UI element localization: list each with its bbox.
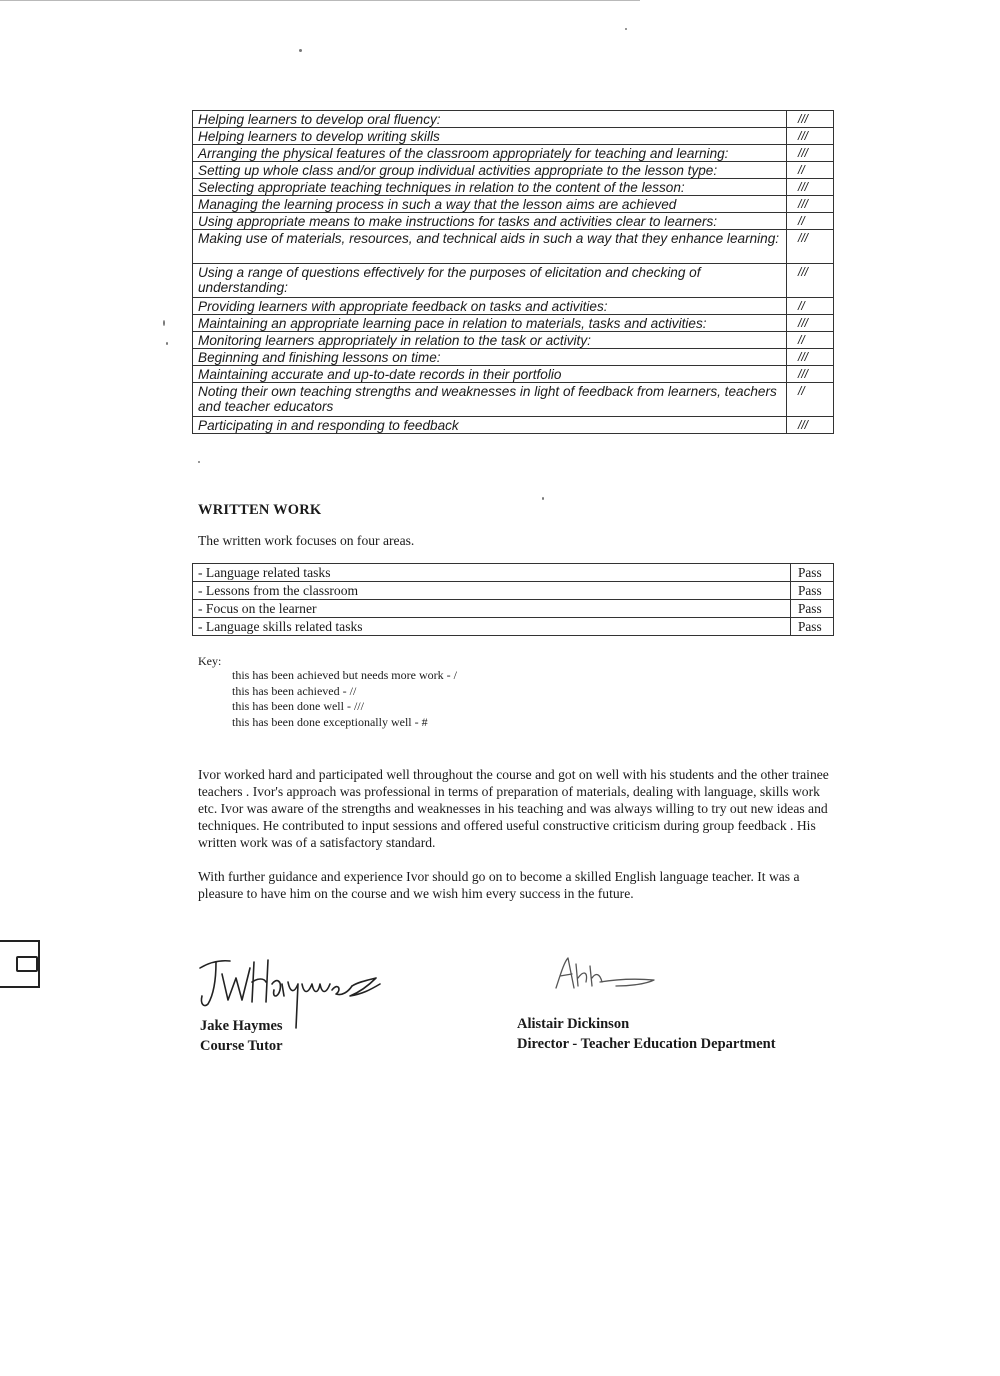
table-row xyxy=(193,349,834,366)
competency-text: Monitoring learners appropriately in relation to the task or activity: xyxy=(193,332,787,349)
table-row xyxy=(193,564,834,582)
scan-speck xyxy=(625,28,627,30)
scan-speck xyxy=(166,342,168,345)
competency-grade: /// xyxy=(787,111,834,128)
competency-text: Selecting appropriate teaching techniques in relation to the content of the lesson: xyxy=(193,179,787,196)
signatory-tutor xyxy=(200,1016,283,1056)
table-row xyxy=(193,162,834,179)
tutor-comment-paragraph: Ivor worked hard and participated well throughout the course and got on well with his students and the other trainee teachers . Ivor's approach was professional in terms of preparation of materials, dealing with language, skills work etc. Ivor was aware of the strengths and weaknesses in his teaching and was always willing to try out new ideas and techniques. He contributed to input sessions and offered useful constructive criticism during group feedback . His written work was of a satisfactory standard. xyxy=(198,767,829,850)
competency-text: Helping learners to develop oral fluency: xyxy=(193,111,787,128)
competency-grade: /// xyxy=(787,145,834,162)
key-label: Key: xyxy=(198,654,222,668)
written-work-area: - Language skills related tasks xyxy=(193,618,791,636)
competency-grade: /// xyxy=(787,349,834,366)
scan-speck xyxy=(299,49,302,52)
table-row xyxy=(193,618,834,636)
written-work-area: - Language related tasks xyxy=(193,564,791,582)
competency-text: Making use of materials, resources, and technical aids in such a way that they enhance learning: xyxy=(193,230,787,264)
competency-grade: /// xyxy=(787,128,834,145)
table-row xyxy=(193,417,834,434)
key-list xyxy=(232,668,457,730)
window-icon xyxy=(16,956,38,972)
scan-speck xyxy=(163,320,165,326)
signatory-name: Jake Haymes xyxy=(200,1018,283,1034)
competency-grade: /// xyxy=(787,315,834,332)
competency-grade: /// xyxy=(787,417,834,434)
table-row xyxy=(193,111,834,128)
scan-speck xyxy=(198,461,200,463)
table-row xyxy=(193,600,834,618)
competency-grade: // xyxy=(787,332,834,349)
table-row xyxy=(193,383,834,417)
signatory-name: Alistair Dickinson xyxy=(517,1016,630,1032)
table-row xyxy=(193,230,834,264)
signatory-role: Director - Teacher Education Department xyxy=(517,1036,776,1052)
competency-grade: /// xyxy=(787,264,834,298)
competency-text: Participating in and responding to feedback xyxy=(193,417,787,434)
written-work-result: Pass xyxy=(791,582,834,600)
signature-alistair-dickinson xyxy=(550,952,670,1002)
table-row xyxy=(193,366,834,383)
table-row xyxy=(193,213,834,230)
competency-grade: // xyxy=(787,383,834,417)
competency-grade: /// xyxy=(787,230,834,264)
table-row xyxy=(193,179,834,196)
key-item: this has been achieved but needs more work - / xyxy=(232,668,457,682)
competency-text: Noting their own teaching strengths and weaknesses in light of feedback from learners, teachers and teacher educators xyxy=(193,383,787,417)
signatory-director xyxy=(517,1014,776,1054)
page-edge-line xyxy=(0,0,640,1)
table-row xyxy=(193,298,834,315)
table-row xyxy=(193,145,834,162)
table-row xyxy=(193,332,834,349)
competency-text: Managing the learning process in such a way that the lesson aims are achieved xyxy=(193,196,787,213)
written-work-heading: WRITTEN WORK xyxy=(198,502,322,518)
scan-speck xyxy=(542,497,544,500)
table-row xyxy=(193,264,834,298)
written-work-table xyxy=(192,563,834,636)
written-work-result: Pass xyxy=(791,564,834,582)
table-row xyxy=(193,315,834,332)
competency-grade: /// xyxy=(787,366,834,383)
table-row xyxy=(193,196,834,213)
written-work-area: - Lessons from the classroom xyxy=(193,582,791,600)
competency-grade: /// xyxy=(787,196,834,213)
competency-text: Providing learners with appropriate feedback on tasks and activities: xyxy=(193,298,787,315)
key-item: this has been done exceptionally well - # xyxy=(232,714,428,729)
competency-text: Arranging the physical features of the classroom appropriately for teaching and learning: xyxy=(193,145,787,162)
competency-text: Setting up whole class and/or group individual activities appropriate to the lesson type: xyxy=(193,162,787,179)
table-row xyxy=(193,582,834,600)
competency-text: Beginning and finishing lessons on time: xyxy=(193,349,787,366)
competency-text: Using a range of questions effectively for the purposes of elicitation and checking of understanding: xyxy=(193,264,787,298)
written-work-result: Pass xyxy=(791,600,834,618)
key-item: this has been achieved - // xyxy=(232,683,357,698)
competency-text: Using appropriate means to make instructions for tasks and activities clear to learners: xyxy=(193,213,787,230)
signatory-role: Course Tutor xyxy=(200,1038,283,1054)
tutor-comment-paragraph: With further guidance and experience Ivor should go on to become a skilled English language teacher. It was a pleasure to have him on the course and we wish him every success in the future. xyxy=(198,869,800,901)
competency-text: Helping learners to develop writing skills xyxy=(193,128,787,145)
competency-table xyxy=(192,110,834,434)
written-work-result: Pass xyxy=(791,618,834,636)
competency-text: Maintaining an appropriate learning pace in relation to materials, tasks and activities: xyxy=(193,315,787,332)
competency-grade: // xyxy=(787,213,834,230)
written-work-area: - Focus on the learner xyxy=(193,600,791,618)
competency-grade: // xyxy=(787,162,834,179)
written-work-intro: The written work focuses on four areas. xyxy=(198,533,415,548)
competency-grade: /// xyxy=(787,179,834,196)
competency-text: Maintaining accurate and up-to-date records in their portfolio xyxy=(193,366,787,383)
competency-grade: // xyxy=(787,298,834,315)
key-item: this has been done well - /// xyxy=(232,699,364,714)
table-row xyxy=(193,128,834,145)
